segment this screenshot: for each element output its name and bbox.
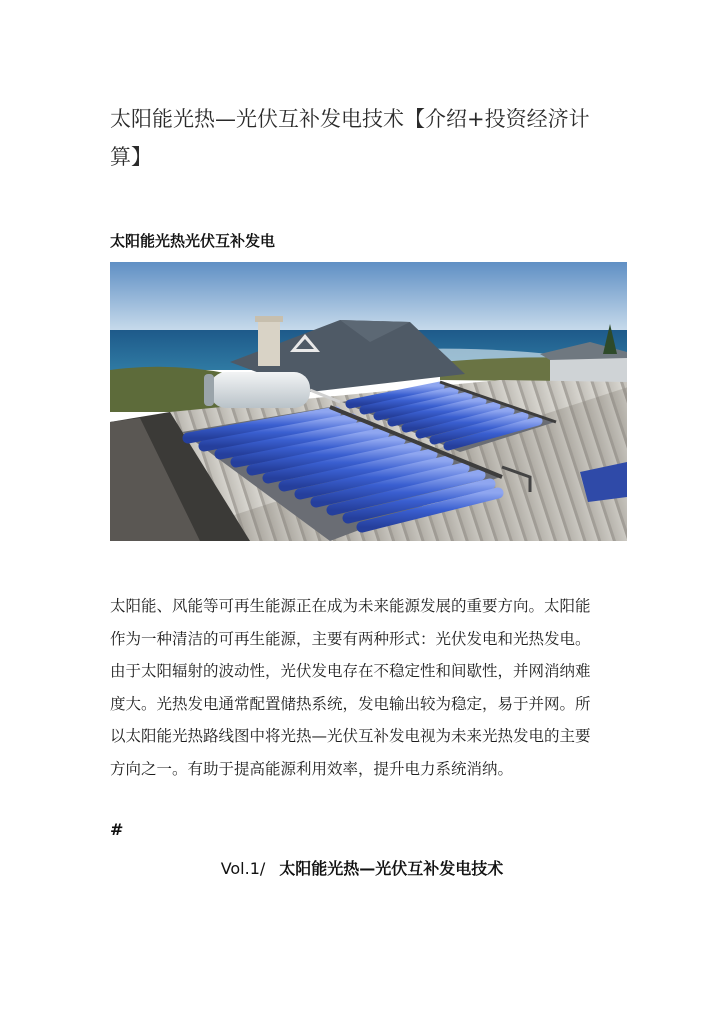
paragraph-line: 方向之一。有助于提高能源利用效率，提升电力系统消纳。: [110, 759, 514, 778]
article-title: 太阳能光热—光伏互补发电技术【介绍+投资经济计算】: [110, 107, 590, 169]
paragraph-line: 由于太阳辐射的波动性，光伏发电存在不稳定性和间歇性，并网消纳难: [110, 662, 591, 680]
section-heading: 太阳能光热光伏互补发电: [110, 232, 276, 250]
paragraph-line: 度大。光热发电通常配置储热系统，发电输出较为稳定，易于并网。所: [110, 694, 591, 713]
rooftop-solar-collectors-photo: [110, 262, 627, 541]
paragraph-line: 以太阳能光热路线图中将光热—光伏互补发电视为未来光热发电的主要: [110, 727, 591, 745]
volume-heading: [0, 856, 724, 879]
intro-paragraph: [110, 590, 630, 785]
volume-title: 太阳能光热—光伏互补发电技术: [279, 859, 504, 878]
paragraph-line: 太阳能、风能等可再生能源正在成为未来能源发展的重要方向。太阳能: [110, 597, 591, 615]
volume-label: Vol.1/: [220, 859, 266, 878]
paragraph-line: 作为一种清洁的可再生能源，主要有两种形式：光伏发电和光热发电。: [110, 629, 591, 648]
hash-mark: #: [110, 820, 124, 839]
